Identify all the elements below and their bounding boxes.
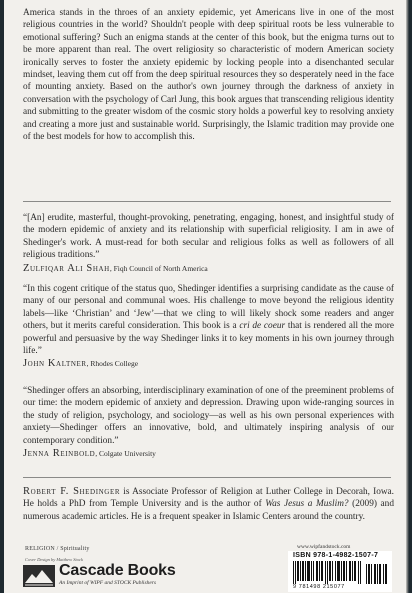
endorser-name: Jenna Reinbold xyxy=(23,448,96,460)
book-description xyxy=(23,7,394,143)
endorser-name: Zulfiqar Ali Shah xyxy=(23,262,110,274)
publisher-website: www.wipfandstock.com xyxy=(297,544,351,550)
endorser-name: John Kaltner xyxy=(23,358,87,370)
endorsement-quote: “Shedinger offers an absorbing, interdisciplinary examination of one of the preeminent problems of our time: the modern epidemic of anxiety and depression. Drawing upon wide-ranging sources in the study of religion, psychology, and sociology—as well as his own personal experiences with anxiety—Shedinger offers an innovative, bold, and ultimately inspiring analysis of our contemporary condition.” xyxy=(23,386,394,446)
divider xyxy=(23,477,391,478)
barcode-icon xyxy=(293,561,363,584)
isbn-barcode xyxy=(288,551,392,592)
spine-shadow xyxy=(406,0,409,593)
author-bio-text: Robert F. Shedinger is Associate Professor of Religion at Luther College in Decorah, Iowa. He holds a PhD from Temple University and is the author of Was Jesus a Muslim? (2009) and numerous academic articles. He is a frequent speaker in Islamic Centers around the country. xyxy=(23,486,395,522)
barcode-addon-icon xyxy=(366,561,388,584)
endorser-affiliation: , Fiqh Council of North America xyxy=(109,263,208,273)
endorsement-quote: “[An] erudite, masterful, thought-provoking, penetrating, engaging, honest, and insightful study of the modern epidemic of anxiety and its relationship with superficial religiosity. I am in awe of Shedinger's work. A must-read for both secular and religious folks as well as followers of all religious traditions.” xyxy=(23,213,394,261)
divider xyxy=(23,201,391,202)
barcode-number: 9 781498 215077 xyxy=(293,584,345,590)
category-label: RELIGION / Spirituality xyxy=(25,546,90,552)
author-bio xyxy=(23,486,394,523)
endorsement xyxy=(23,212,394,275)
endorsement xyxy=(23,283,394,371)
endorsement-quote: “In this cogent critique of the status quo, Shedinger identifies a surprising candidate as the cause of many of our personal and communal woes. His challenge to move beyond the religious identity labels—like ‘Christian’ and ‘Jew’—that we cling to will likely shock some readers and anger others, but it merits careful consideration. This book is a cri de coeur that is rendered all the more powerful and persuasive by the way Shedinger links it to key moments in his own journey through life.” xyxy=(23,284,395,357)
author-name: Robert F. Shedinger xyxy=(23,486,121,497)
publisher-logo xyxy=(23,562,223,591)
endorsement-attribution xyxy=(23,263,394,275)
publisher-name: Cascade Books xyxy=(59,562,176,579)
endorsement-attribution xyxy=(23,358,394,370)
endorser-affiliation: , Rhodes College xyxy=(86,359,139,369)
cover-design-credit: Cover Design by Matthew Stock xyxy=(25,557,83,562)
isbn-number: ISBN 978-1-4982-1507-7 xyxy=(293,552,379,559)
book-back-cover xyxy=(4,0,409,593)
endorsement xyxy=(23,385,394,460)
endorsement-attribution xyxy=(23,448,394,460)
book-title: Was Jesus a Muslim? xyxy=(265,499,349,510)
endorser-affiliation: , Colgate University xyxy=(95,449,156,459)
publisher-subtitle: An Imprint of WIPF and STOCK Publishers xyxy=(59,580,157,586)
description-text: America stands in the throes of an anxiety epidemic, yet Americans live in one of the most religious countries in the world? Shouldn't people with deep spiritual roots be less vulnerable to emotional suffering? Such an enigma stands at the center of this book, but the enigma turns out to be more apparent than real. The overt religiosity so characteristic of modern American society ironically serves to foster the anxiety epidemic by locking people into a disenchanted secular mindset, leaving them cut off from the deep spiritual resources they so desperately need in the face of mounting anxiety. Based on the author's own journey through the darkness of anxiety in conversation with the psychology of Carl Jung, this book argues that transcending religious identity and submitting to the greater wisdom of the cosmic story holds a powerful key to resolving anxiety and creating a more just and sustainable world. Surprisingly, the Islamic tradition may provide one of the best models for how to accomplish this. xyxy=(23,8,394,143)
publisher-emblem-icon xyxy=(23,565,55,587)
